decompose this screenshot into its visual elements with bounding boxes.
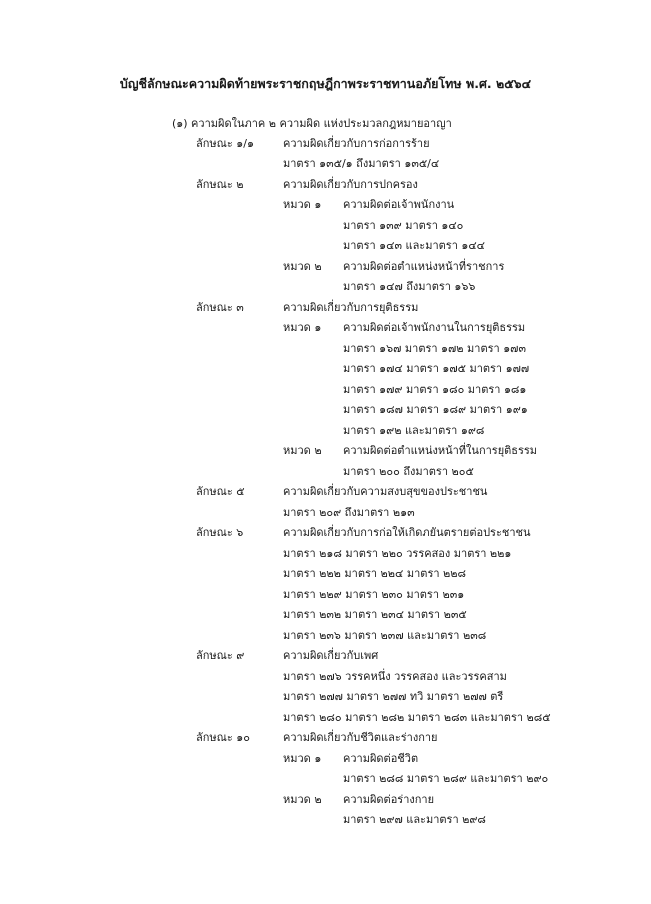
section-range: มาตรา ๒๓๖ มาตรา ๒๓๗ และมาตรา ๒๓๘ (283, 629, 487, 642)
section-range: มาตรา ๒๒๒ มาตรา ๒๒๔ มาตรา ๒๒๘ (283, 567, 467, 580)
section-range: มาตรา ๑๔๗ ถึงมาตรา ๑๖๖ (343, 280, 476, 293)
chapter-title: ความผิดเกี่ยวกับการยุติธรรม (283, 301, 419, 314)
section-range: มาตรา ๒๘๐ มาตรา ๒๘๒ มาตรา ๒๘๓ และมาตรา ๒๘๕ (283, 711, 551, 724)
chapter-title: ความผิดเกี่ยวกับความสงบสุขของประชาชน (283, 485, 488, 498)
section-range: มาตรา ๑๔๓ และมาตรา ๑๔๔ (343, 239, 486, 252)
part-title: ความผิดต่อตำแหน่งหน้าที่ในการยุติธรรม (343, 444, 538, 457)
section-range: มาตรา ๑๖๗ มาตรา ๑๗๒ มาตรา ๑๗๓ (343, 342, 526, 355)
part-label: หมวด ๑ (283, 752, 322, 765)
part-title: ความผิดต่อเจ้าพนักงานในการยุติธรรม (343, 321, 526, 334)
part-title: ความผิดต่อร่างกาย (343, 793, 435, 806)
chapter-title: ความผิดเกี่ยวกับชีวิตและร่างกาย (283, 731, 438, 744)
part-label: หมวด ๑ (283, 321, 322, 334)
part-label: หมวด ๒ (283, 444, 322, 457)
section-range: มาตรา ๒๒๙ มาตรา ๒๓๐ มาตรา ๒๓๑ (283, 588, 465, 601)
part-title: ความผิดต่อตำแหน่งหน้าที่ราชการ (343, 260, 505, 273)
section-range: มาตรา ๒๐๐ ถึงมาตรา ๒๐๕ (343, 465, 474, 478)
chapter-title: ความผิดเกี่ยวกับเพศ (283, 649, 379, 662)
section-range: มาตรา ๑๓๙ มาตรา ๑๔๐ (343, 219, 464, 232)
section-range: มาตรา ๑๗๙ มาตรา ๑๘๐ มาตรา ๑๘๑ (343, 383, 527, 396)
section-heading: (๑) ความผิดในภาค ๒ ความผิด แห่งประมวลกฎหมายอาญา (172, 117, 452, 130)
chapter-label: ลักษณะ ๑๐ (196, 731, 250, 744)
section-range: มาตรา ๑๗๔ มาตรา ๑๗๕ มาตรา ๑๗๗ (343, 362, 530, 375)
section-range: มาตรา ๒๓๒ มาตรา ๒๓๔ มาตรา ๒๓๕ (283, 608, 467, 621)
section-range: มาตรา ๑๙๒ และมาตรา ๑๙๘ (343, 424, 485, 437)
part-label: หมวด ๑ (283, 198, 322, 211)
part-label: หมวด ๒ (283, 793, 322, 806)
chapter-label: ลักษณะ ๕ (196, 485, 245, 498)
part-title: ความผิดต่อเจ้าพนักงาน (343, 198, 455, 211)
chapter-label: ลักษณะ ๖ (196, 526, 244, 539)
section-range: มาตรา ๒๙๗ และมาตรา ๒๙๘ (343, 813, 486, 826)
chapter-label: ลักษณะ ๑/๑ (196, 137, 254, 150)
chapter-title: ความผิดเกี่ยวกับการปกครอง (283, 178, 418, 191)
section-range: มาตรา ๒๗๖ วรรคหนึ่ง วรรคสอง และวรรคสาม (283, 670, 507, 683)
chapter-title: ความผิดเกี่ยวกับการก่อการร้าย (283, 137, 430, 150)
chapter-label: ลักษณะ ๓ (196, 301, 244, 314)
part-label: หมวด ๒ (283, 260, 322, 273)
section-range: มาตรา ๒๑๘ มาตรา ๒๒๐ วรรคสอง มาตรา ๒๒๑ (283, 547, 512, 560)
chapter-label: ลักษณะ ๒ (196, 178, 244, 191)
section-range: มาตรา ๑๘๗ มาตรา ๑๘๙ มาตรา ๑๙๑ (343, 403, 528, 416)
chapter-title: ความผิดเกี่ยวกับการก่อให้เกิดภยันตรายต่อประชาชน (283, 526, 531, 539)
section-range: มาตรา ๑๓๕/๑ ถึงมาตรา ๑๓๕/๔ (283, 157, 440, 170)
chapter-label: ลักษณะ ๙ (196, 649, 245, 662)
document-title: บัญชีลักษณะความผิดท้ายพระราชกฤษฎีกาพระราชทานอภัยโทษ พ.ศ. ๒๕๖๔ (119, 76, 532, 91)
section-range: มาตรา ๒๘๘ มาตรา ๒๘๙ และมาตรา ๒๙๐ (343, 772, 549, 785)
section-range: มาตรา ๒๐๙ ถึงมาตรา ๒๑๓ (283, 506, 415, 519)
part-title: ความผิดต่อชีวิต (343, 752, 419, 765)
section-range: มาตรา ๒๗๗ มาตรา ๒๗๗ ทวิ มาตรา ๒๗๗ ตรี (283, 690, 504, 703)
